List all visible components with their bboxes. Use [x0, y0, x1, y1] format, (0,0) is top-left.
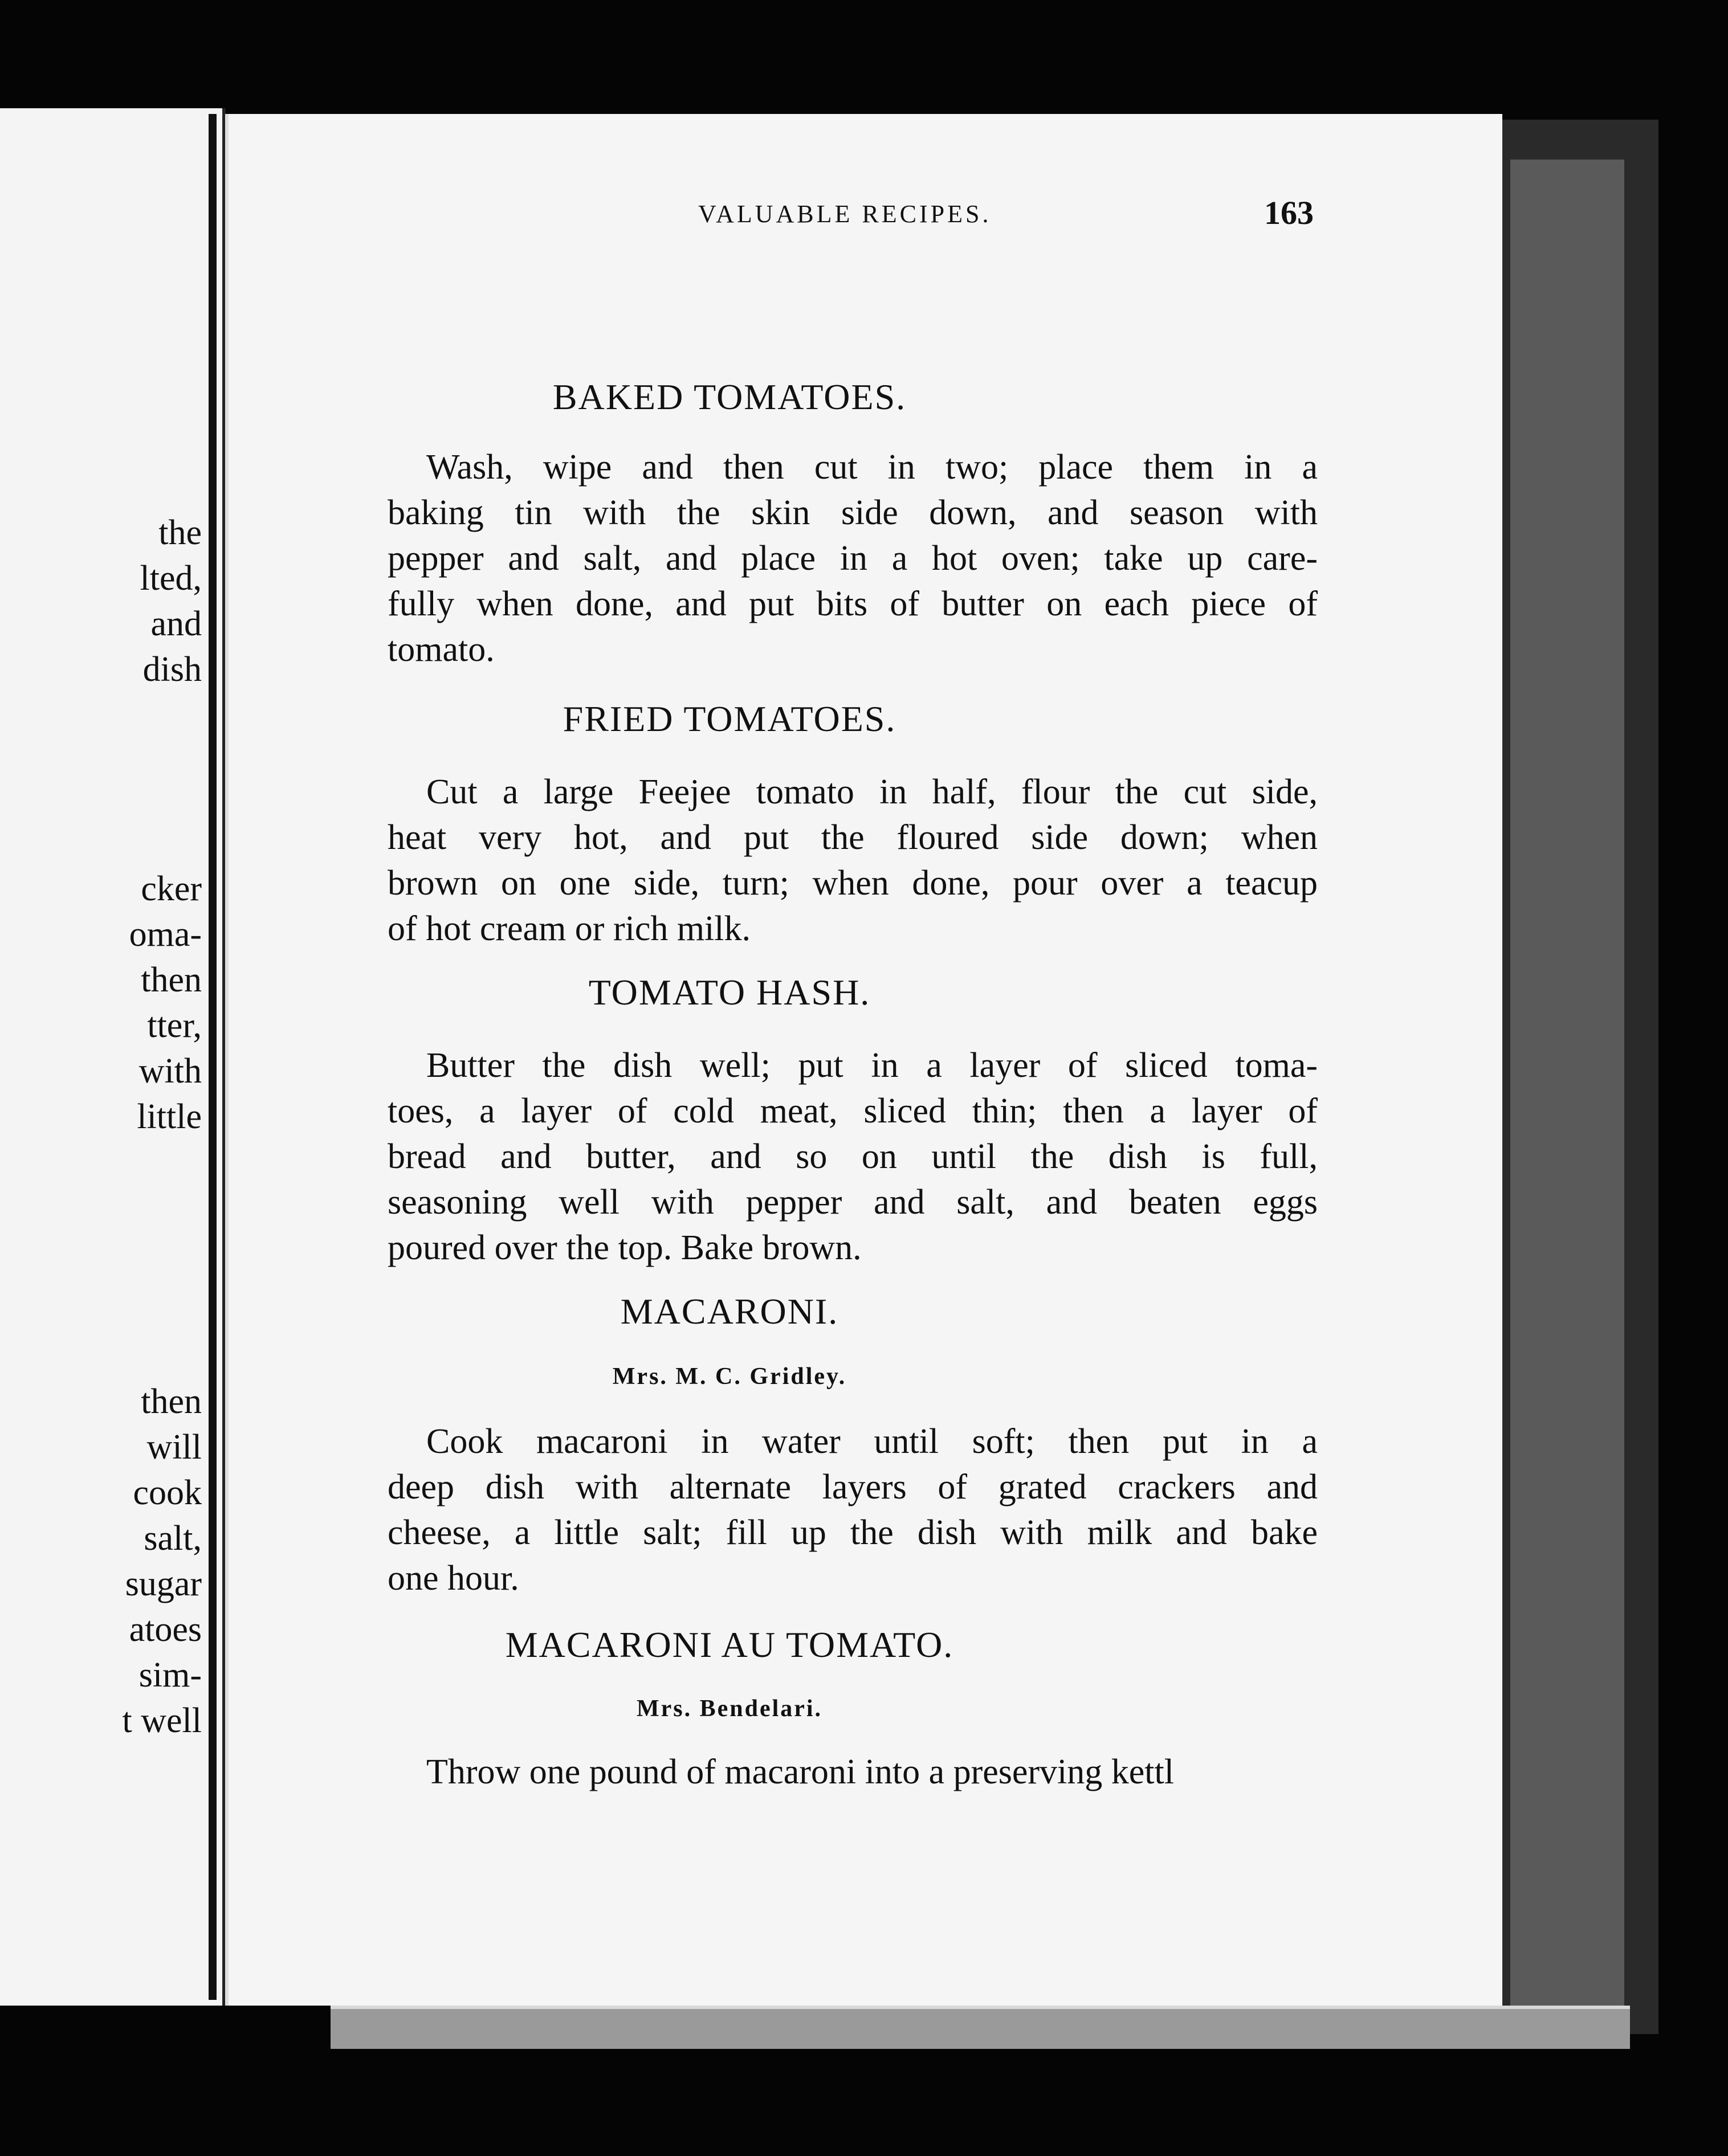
- recipe-attribution: Mrs. Bendelari.: [636, 1696, 823, 1722]
- body-line: cheese, a little salt; fill up the dish with milk and bake: [388, 1513, 1318, 1552]
- body-line: poured over the top. Bake brown.: [388, 1228, 862, 1267]
- left-fragment-line: and: [150, 605, 202, 643]
- left-fragment-line: t well: [122, 1701, 202, 1740]
- book-cover-inner-edge: [1510, 160, 1624, 2011]
- body-line: toes, a layer of cold meat, sliced thin; then a layer of: [388, 1092, 1318, 1130]
- running-head: [476, 194, 1314, 245]
- body-line: tomato.: [388, 630, 495, 669]
- body-line: Cut a large Feejee tomato in half, flour the cut side,: [426, 773, 1318, 811]
- left-fragment-line: little: [137, 1097, 202, 1136]
- body-line: seasoning well with pepper and salt, and beaten eggs: [388, 1183, 1318, 1222]
- recipe-title: MACARONI.: [620, 1291, 839, 1332]
- left-fragment-line: lted,: [140, 559, 202, 598]
- body-line: Cook macaroni in water until soft; then put in a: [426, 1422, 1318, 1461]
- body-line: deep dish with alternate layers of grated crackers and: [388, 1468, 1318, 1506]
- left-fragment-line: oma-: [129, 915, 202, 954]
- body-line: Wash, wipe and then cut in two; place them in a: [426, 448, 1318, 487]
- body-line: bread and butter, and so on until the dish is full,: [388, 1137, 1318, 1176]
- left-fragment-line: dish: [142, 650, 202, 689]
- recipe-body: [388, 769, 1318, 952]
- recipe-body: [388, 1419, 1318, 1601]
- recipe-title: FRIED TOMATOES.: [563, 699, 896, 739]
- recipe-body: [388, 1043, 1318, 1271]
- left-fragment-line: then: [141, 1382, 202, 1421]
- recipe-title: BAKED TOMATOES.: [552, 377, 907, 417]
- recipe-title: MACARONI AU TOMATO.: [505, 1624, 954, 1665]
- body-line: Throw one pound of macaroni into a preserving kettl: [426, 1753, 1174, 1791]
- left-fragment-line: atoes: [129, 1610, 202, 1649]
- left-fragment-line: the: [158, 513, 202, 552]
- body-line: pepper and salt, and place in a hot oven; take up care-: [388, 539, 1318, 578]
- body-line: baking tin with the skin side down, and season with: [388, 493, 1318, 532]
- left-fragment-line: sim-: [138, 1656, 202, 1694]
- body-line: brown on one side, turn; when done, pour over a teacup: [388, 864, 1318, 903]
- body-line: of hot cream or rich milk.: [388, 909, 751, 948]
- recipe-body: [388, 1749, 1318, 1795]
- left-fragment-line: tter,: [147, 1006, 202, 1045]
- body-line: Butter the dish well; put in a layer of sliced toma-: [426, 1046, 1318, 1085]
- left-fragment-line: will: [146, 1428, 202, 1467]
- left-fragment-line: cook: [133, 1473, 202, 1512]
- left-fragment-line: sugar: [125, 1565, 202, 1603]
- recipe-body: [388, 444, 1318, 672]
- page-bottom-edge: [331, 2006, 1630, 2049]
- left-fragment-line: then: [141, 961, 202, 999]
- body-line: one hour.: [388, 1559, 519, 1598]
- recipe-attribution: Mrs. M. C. Gridley.: [612, 1363, 847, 1390]
- body-line: heat very hot, and put the floured side down; when: [388, 818, 1318, 857]
- page-number: 163: [1264, 194, 1314, 231]
- recipe-title: TOMATO HASH.: [588, 972, 871, 1012]
- left-fragment-line: with: [138, 1052, 202, 1091]
- running-title: VALUABLE RECIPES.: [698, 200, 992, 228]
- left-fragment-line: salt,: [144, 1519, 202, 1558]
- body-line: fully when done, and put bits of butter on each piece of: [388, 585, 1318, 623]
- left-fragment-line: cker: [141, 869, 202, 908]
